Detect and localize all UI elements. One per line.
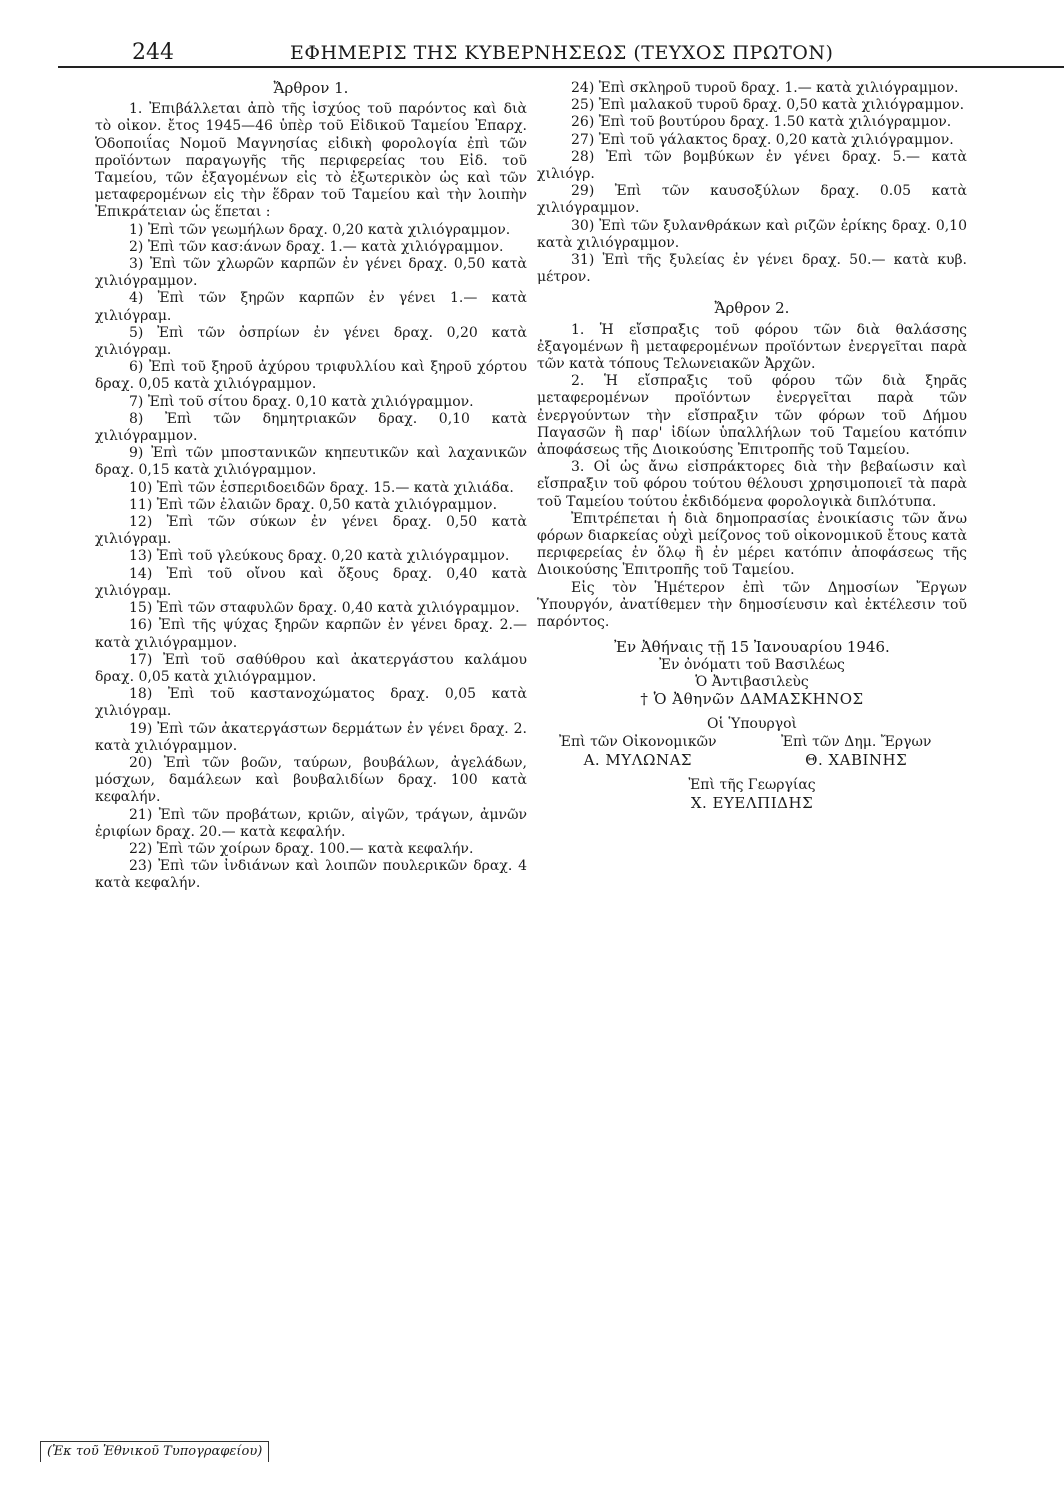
ministers-signatures xyxy=(537,733,967,769)
right-column xyxy=(537,80,967,812)
tax-item-23: 23) Ἐπὶ τῶν ἰνδιάνων καὶ λοιπῶν πουλερικῶν δραχ. 4 κατὰ κεφαλήν. xyxy=(95,858,527,892)
place-date: Ἐν Ἀθήναις τῇ 15 Ἰανουαρίου 1946. xyxy=(614,638,890,657)
tax-item-30: 30) Ἐπὶ τῶν ξυλανθράκων καὶ ριζῶν ἐρίκης δραχ. 0,10 κατὰ χιλιόγραμμον. xyxy=(537,217,967,251)
tax-item-19: 19) Ἐπὶ τῶν ἀκατεργάστων δερμάτων ἐν γένει δραχ. 2. κατὰ χιλιόγραμμον. xyxy=(95,720,527,754)
tax-item-7: 7) Ἐπὶ τοῦ σίτου δραχ. 0,10 κατὰ χιλιόγραμμον. xyxy=(129,393,474,410)
article-1-title: Ἄρθρον 1. xyxy=(273,79,349,97)
tax-item-14: 14) Ἐπὶ τοῦ οἴνου καὶ ὄξους δραχ. 0,40 κατὰ χιλιόγραμ. xyxy=(95,565,527,599)
left-column xyxy=(95,80,527,893)
article-2-paragraph-3: 3. Οἱ ὡς ἄνω εἰσπράκτορες διὰ τὴν βεβαίωσιν καὶ εἴσπραξιν τοῦ φόρου τούτου θέλουσι χρησιμοποιεῖ τὰ παρὰ τοῦ Ταμείου τούτου ἐκδιδόμενα φορολογικὰ διπλότυπα. xyxy=(537,459,967,510)
on-behalf-of-king: Ἐν ὀνόματι τοῦ Βασιλέως xyxy=(659,656,845,673)
tax-item-15: 15) Ἐπὶ τῶν σταφυλῶν δραχ. 0,40 κατὰ χιλιόγραμμον. xyxy=(129,600,520,617)
tax-item-6: 6) Ἐπὶ τοῦ ξηροῦ ἀχύρου τριφυλλίου καὶ ξηροῦ χόρτου δραχ. 0,05 κατὰ χιλιόγραμμον. xyxy=(95,359,527,393)
tax-item-8: 8) Ἐπὶ τῶν δημητριακῶν δραχ. 0,10 κατὰ χιλιόγραμμον. xyxy=(95,410,527,445)
tax-item-24: 24) Ἐπὶ σκληροῦ τυροῦ δραχ. 1.— κατὰ χιλιόγραμμον. xyxy=(571,80,959,96)
tax-item-20: 20) Ἐπὶ τῶν βοῶν, ταύρων, βουβάλων, ἀγελάδων, μόσχων, δαμάλεων καὶ βουβαλιδίων δραχ. 100 κατὰ κεφαλήν. xyxy=(95,754,527,806)
tax-item-21: 21) Ἐπὶ τῶν προβάτων, κριῶν, αἰγῶν, τράγων, ἀμνῶν ἐριφίων δραχ. 20.— κατὰ κεφαλήν. xyxy=(95,806,527,840)
article-2-title: Ἄρθρον 2. xyxy=(714,299,790,318)
article-1-intro: 1. Ἐπιβάλλεται ἀπὸ τῆς ἰσχύος τοῦ παρόντος καὶ διὰ τὸ οἰκον. ἔτος 1945—46 ὑπὲρ τοῦ Εἰδικοῦ Ταμείου Ἐπαρχ. Ὁδοποιΐας Νομοῦ Μαγνησίας εἰδικὴ φορολογία ἐπὶ τῶν προϊόντων παραγωγῆς τῆς περιφερείας του Εἰδ. τοῦ Ταμείου, τῶν ἐξαγομένων εἰς τὸ ἐξωτερικὸν ὡς καὶ τῶν μεταφερομένων εἰς τὴν ἕδραν τοῦ Ταμείου καὶ τὴν λοιπὴν Ἐπικράτειαν ὡς ἕπεται : xyxy=(95,101,527,221)
tax-item-11: 11) Ἐπὶ τῶν ἐλαιῶν δραχ. 0,50 κατὰ χιλιόγραμμον. xyxy=(129,496,498,513)
page-header xyxy=(0,40,1064,66)
tax-item-9: 9) Ἐπὶ τῶν μποστανικῶν κηπευτικῶν καὶ λαχανικῶν δραχ. 0,15 κατὰ χιλιόγραμμον. xyxy=(95,445,527,479)
tax-item-1: 1) Ἐπὶ τῶν γεωμήλων δραχ. 0,20 κατὰ χιλιόγραμμον. xyxy=(129,221,511,238)
running-title: ΕΦΗΜΕΡΙΣ ΤΗΣ ΚΥΒΕΡΝΗΣΕΩΣ (ΤΕΥΧΟΣ ΠΡΩΤΟΝ) xyxy=(290,42,834,64)
header-rule xyxy=(58,66,1064,68)
tax-item-13: 13) Ἐπὶ τοῦ γλεύκους δραχ. 0,20 κατὰ χιλιόγραμμον. xyxy=(129,548,510,565)
tax-item-16: 16) Ἐπὶ τῆς ψύχας ξηρῶν καρπῶν ἐν γένει δραχ. 2.— κατὰ χιλιόγραμμον. xyxy=(95,617,527,651)
tax-item-4: 4) Ἐπὶ τῶν ξηρῶν καρπῶν ἐν γένει 1.— κατὰ χιλιόγραμ. xyxy=(95,290,527,324)
tax-item-2: 2) Ἐπὶ τῶν κασ:άνων δραχ. 1.— κατὰ χιλιόγραμμον. xyxy=(129,238,504,255)
article-2-paragraph-5: Εἰς τὸν Ἡμέτερον ἐπὶ τῶν Δημοσίων Ἔργων Ὑπουργόν, ἀνατίθεμεν τὴν δημοσίευσιν καὶ ἐκτέλεσιν τοῦ παρόντος. xyxy=(537,579,967,631)
tax-item-5: 5) Ἐπὶ τῶν ὀσπρίων ἐν γένει δραχ. 0,20 κατὰ χιλιόγραμ. xyxy=(95,324,527,359)
article-2-paragraph-4: Ἐπιτρέπεται ἡ διὰ δημοπρασίας ἐνοικίασις τῶν ἄνω φόρων διαρκείας οὐχὶ μείζονος τοῦ οἰκονομικοῦ ἔτους κατὰ περιφερείας ἐν ὅλῳ ἢ ἐν μέρει κατόπιν ἀποφάσεως τῆς Διοικούσης Ἐπιτροπῆς τοῦ Ταμείου. xyxy=(537,510,967,579)
printer-footer: (Ἐκ τοῦ Ἐθνικοῦ Τυπογραφείου) xyxy=(40,1441,269,1462)
ministers-label: Οἱ Ὑπουργοὶ xyxy=(707,716,797,733)
article-2-paragraph-1: 1. Ἡ εἴσπραξις τοῦ φόρου τῶν διὰ θαλάσσης ἐξαγομένων ἢ μεταφερομένων προϊόντων ἐνεργεῖται παρὰ τῶν κατὰ τόπους Τελωνειακῶν Ἀρχῶν. xyxy=(537,321,967,373)
article-2-paragraph-2: 2. Ἡ εἴσπραξις τοῦ φόρου τῶν διὰ ξηρᾶς μεταφερομένων προϊόντων ἐνεργεῖται παρὰ τῶν ἐνεργούντων τὴν εἴσπραξιν τῶν φόρων τοῦ Δήμου Παγασῶν ἢ παρ' ἰδίων ὑπαλλήλων τοῦ Ταμείου κατόπιν ἀποφάσεως τῆς Διοικούσης Ἐπιτροπῆς τοῦ Ταμείου. xyxy=(537,373,967,459)
tax-item-22: 22) Ἐπὶ τῶν χοίρων δραχ. 100.— κατὰ κεφαλήν. xyxy=(129,840,474,857)
tax-item-31: 31) Ἐπὶ τῆς ξυλείας ἐν γένει δραχ. 50.— κατὰ κυβ. μέτρον. xyxy=(537,252,967,286)
finance-minister-name: Α. ΜΥΛΩΝΑΣ xyxy=(583,751,693,770)
agriculture-minister-name: Χ. ΕΥΕΛΠΙΔΗΣ xyxy=(690,793,814,812)
page-number: 244 xyxy=(132,40,174,65)
tax-item-18: 18) Ἐπὶ τοῦ καστανοχώματος δραχ. 0,05 κατὰ χιλιόγραμ. xyxy=(95,686,527,720)
tax-item-27: 27) Ἐπὶ τοῦ γάλακτος δραχ. 0,20 κατὰ χιλιόγραμμον. xyxy=(571,131,954,148)
tax-item-29: 29) Ἐπὶ τῶν καυσοξύλων δραχ. 0.05 κατὰ χιλιόγραμμον. xyxy=(537,183,967,217)
public-works-minister-name: Θ. ΧΑΒΙΝΗΣ xyxy=(805,751,908,770)
finance-minister-title: Ἐπὶ τῶν Οἰκονομικῶν xyxy=(559,734,717,751)
tax-item-25: 25) Ἐπὶ μαλακοῦ τυροῦ δραχ. 0,50 κατὰ χιλιόγραμμον. xyxy=(571,97,965,114)
regent-name: † Ὁ Ἀθηνῶν ΔΑΜΑΣΚΗΝΟΣ xyxy=(640,689,864,708)
tax-item-26: 26) Ἐπὶ τοῦ βουτύρου δραχ. 1.50 κατὰ χιλιόγραμμον. xyxy=(571,114,952,131)
agriculture-minister-title: Ἐπὶ τῆς Γεωργίας xyxy=(688,777,816,794)
tax-item-12: 12) Ἐπὶ τῶν σύκων ἐν γένει δραχ. 0,50 κατὰ χιλιόγραμ. xyxy=(95,514,527,548)
tax-item-10: 10) Ἐπὶ τῶν ἑσπεριδοειδῶν δραχ. 15.— κατὰ χιλιάδα. xyxy=(129,479,514,496)
public-works-minister xyxy=(755,733,957,769)
finance-minister xyxy=(537,733,739,769)
tax-item-17: 17) Ἐπὶ τοῦ σαθύθρου καὶ ἀκατεργάστου καλάμου δραχ. 0,05 κατὰ χιλιόγραμμον. xyxy=(95,651,527,685)
tax-item-3: 3) Ἐπὶ τῶν χλωρῶν καρπῶν ἐν γένει δραχ. 0,50 κατὰ χιλιόγραμμον. xyxy=(95,256,527,290)
public-works-minister-title: Ἐπὶ τῶν Δημ. Ἔργων xyxy=(781,734,932,751)
regent-title: Ὁ Ἀντιβασιλεὺς xyxy=(695,673,809,690)
tax-item-28: 28) Ἐπὶ τῶν βομβύκων ἐν γένει δραχ. 5.— κατὰ χιλιόγρ. xyxy=(537,148,967,183)
